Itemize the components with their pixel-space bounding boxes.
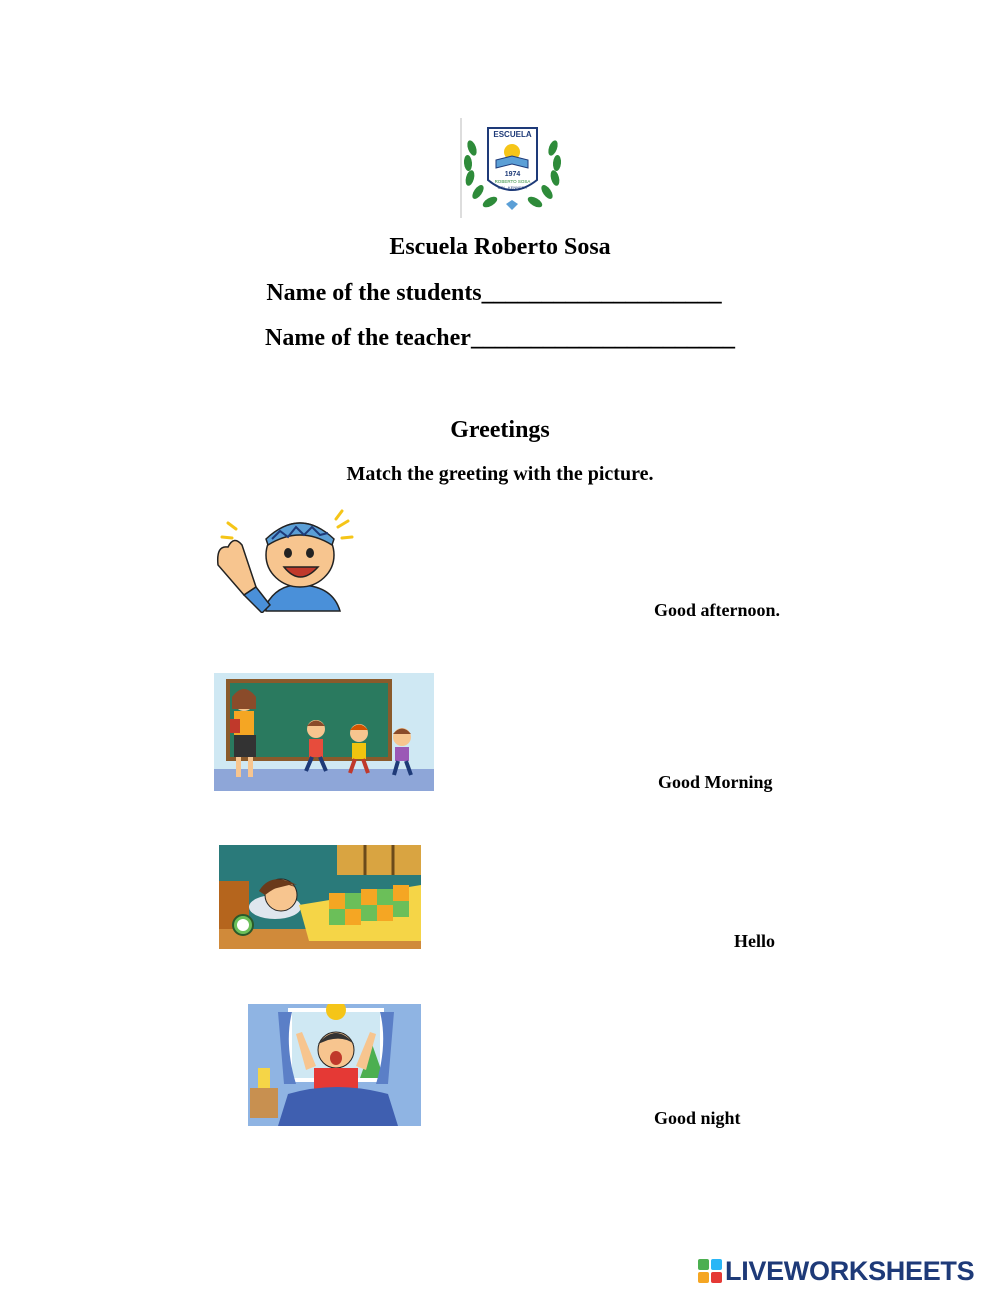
answer-hello[interactable]: Hello bbox=[734, 931, 775, 951]
school-logo bbox=[460, 118, 565, 218]
logo-top-text: ESCUELA bbox=[493, 130, 532, 139]
logo-arc-text: ROBERTO SOSA bbox=[494, 179, 531, 184]
answer-good-morning[interactable]: Good Morning bbox=[658, 772, 773, 792]
school-name: Escuela Roberto Sosa bbox=[389, 234, 611, 260]
answer-good-night[interactable]: Good night bbox=[654, 1108, 741, 1128]
activity-instruction: Match the greeting with the picture. bbox=[346, 463, 654, 485]
picture-boy-waving[interactable] bbox=[208, 505, 356, 613]
answer-good-afternoon[interactable]: Good afternoon. bbox=[654, 600, 780, 620]
logo-year: 1974 bbox=[504, 171, 521, 178]
picture-boy-waking-up[interactable] bbox=[248, 1004, 421, 1126]
activity-title: Greetings bbox=[450, 417, 550, 443]
liveworksheets-logo-icon bbox=[698, 1259, 722, 1283]
liveworksheets-brand[interactable] bbox=[698, 1256, 974, 1286]
logo-bottom-text: COL. KENNEDY bbox=[497, 185, 528, 190]
students-name-line: Name of the students____________________ bbox=[266, 280, 722, 306]
teacher-name-line: Name of the teacher______________________ bbox=[265, 325, 735, 351]
picture-boy-sleeping[interactable] bbox=[219, 845, 421, 949]
picture-teacher-greeting-children[interactable] bbox=[214, 673, 434, 791]
brand-text: LIVEWORKSHEETS bbox=[725, 1255, 975, 1286]
